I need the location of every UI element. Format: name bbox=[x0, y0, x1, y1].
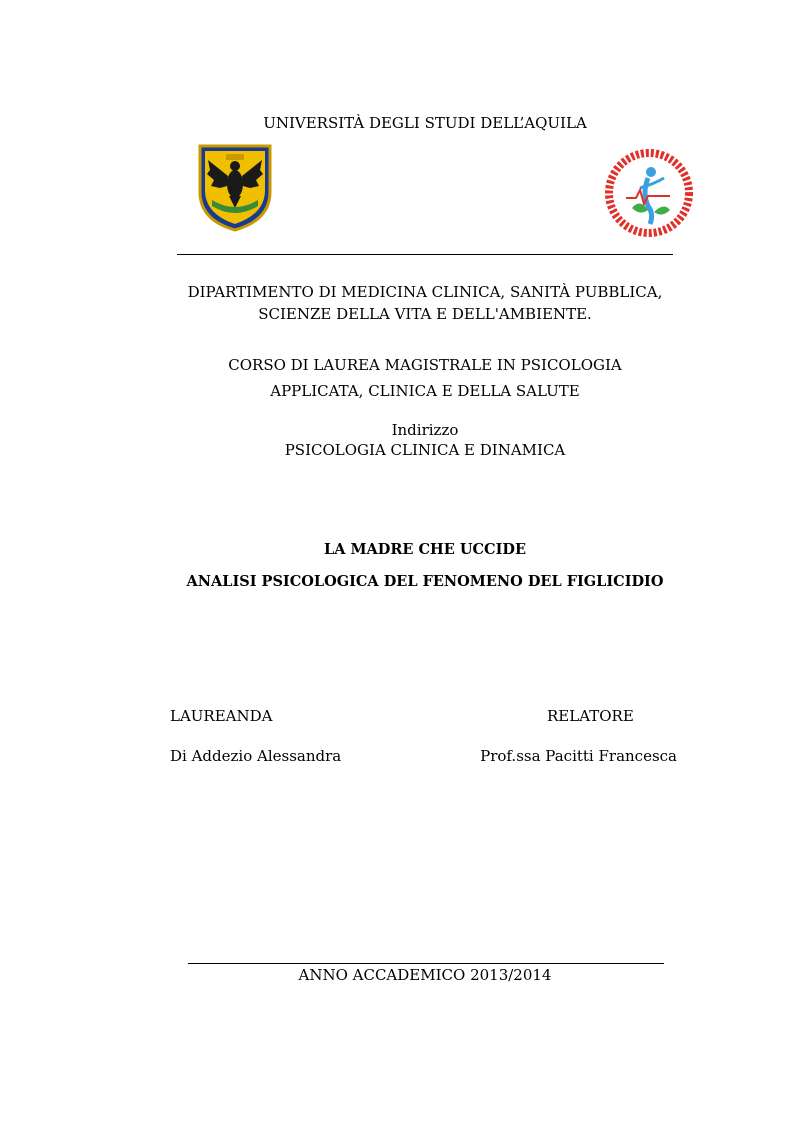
top-divider bbox=[177, 254, 673, 255]
student-label: LAUREANDA bbox=[170, 707, 273, 725]
course-line-2: APPLICATA, CLINICA E DELLA SALUTE bbox=[270, 382, 580, 400]
supervisor-name: Prof.ssa Pacitti Francesca bbox=[480, 747, 677, 765]
supervisor-label: RELATORE bbox=[547, 707, 634, 725]
department-line-1: DIPARTIMENTO DI MEDICINA CLINICA, SANITÀ PUBBLICA, bbox=[187, 283, 663, 301]
thesis-subtitle: ANALISI PSICOLOGICA DEL FENOMENO DEL FIGLICIDIO bbox=[186, 573, 664, 590]
department-logo bbox=[604, 148, 694, 238]
university-name: UNIVERSITÀ DEGLI STUDI DELL’AQUILA bbox=[263, 114, 587, 132]
department-logo-text bbox=[0, 0, 1, 1]
track-name: PSICOLOGIA CLINICA E DINAMICA bbox=[284, 441, 566, 459]
thesis-title: LA MADRE CHE UCCIDE bbox=[324, 541, 526, 558]
university-seal-logo bbox=[196, 140, 274, 232]
bottom-divider bbox=[188, 963, 664, 964]
course-line-1: CORSO DI LAUREA MAGISTRALE IN PSICOLOGIA bbox=[228, 356, 622, 374]
track-label: Indirizzo bbox=[391, 421, 459, 439]
department-line-2: SCIENZE DELLA VITA E DELL'AMBIENTE. bbox=[258, 305, 592, 323]
academic-year: ANNO ACCADEMICO 2013/2014 bbox=[298, 966, 552, 984]
student-name: Di Addezio Alessandra bbox=[170, 747, 342, 765]
